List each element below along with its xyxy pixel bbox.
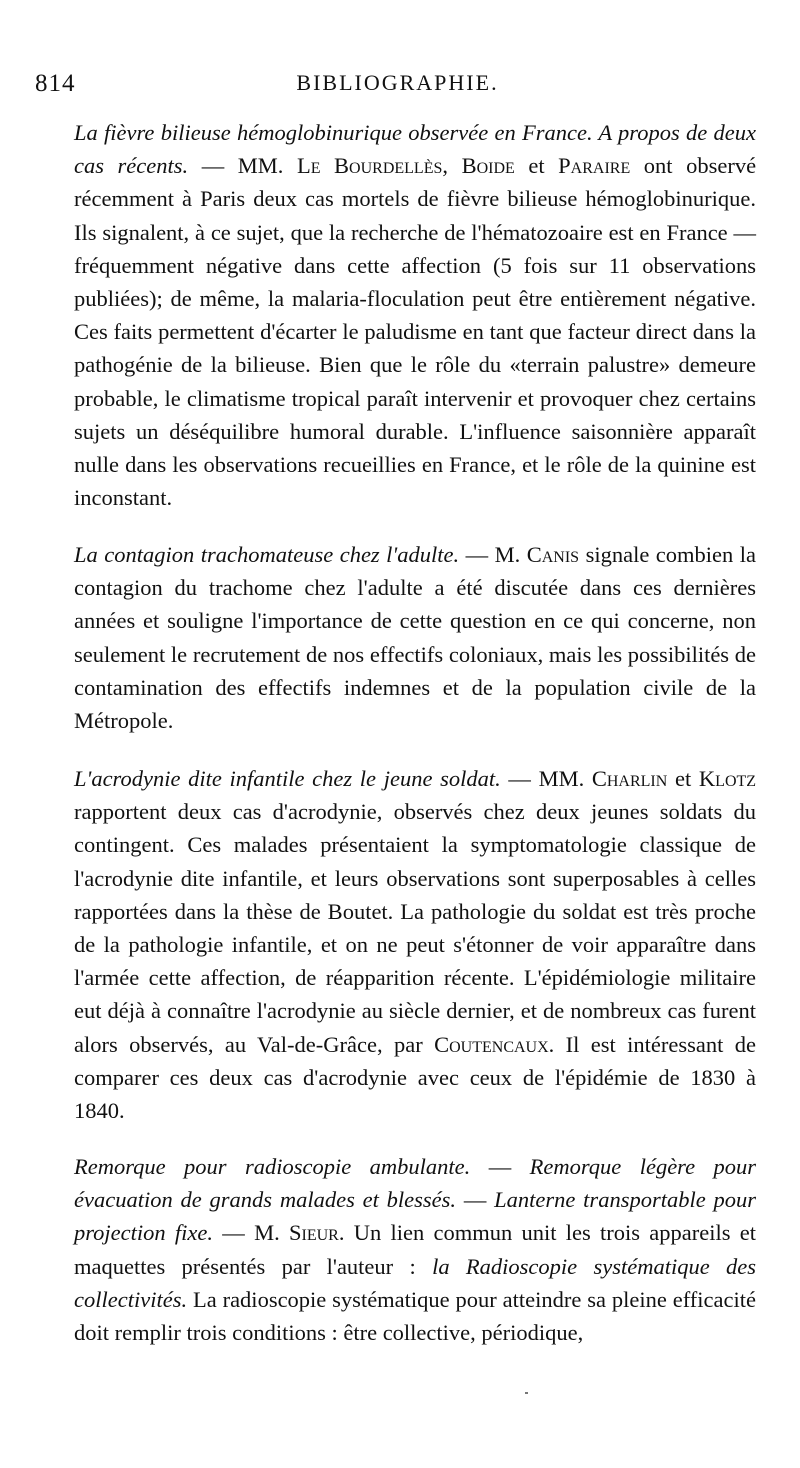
article-title: La fièvre bilieuse hémoglobinurique observée en France. A propos de deux cas récents. <box>74 120 756 179</box>
article-title: L'acrodynie dite infantile chez le jeune soldat. <box>74 766 501 791</box>
page-number: 814 <box>35 70 76 97</box>
running-title: BIBLIOGRAPHIE. <box>296 70 499 95</box>
article-body: . Un lien commun unit les trois appareils et maquettes présentés par l'auteur : <box>74 1220 757 1279</box>
author-name: Sieur <box>288 1220 339 1246</box>
article-body: La radioscopie systématique pour atteindre sa pleine efficacité doit remplir trois conditions : être collective, périodique, <box>74 1286 756 1346</box>
article-acrodynie: L'acrodynie dite infantile chez le jeune soldat. — MM. Charlin et Klotz rapportent deux cas d'acrodynie, observés chez deux jeunes soldats du contingent. Ces malades présentaient la symptomatologie classique de l'acrodynie dite infantile, et leurs observations sont superposables à celles rapportées dans la thèse de Boutet. La pathologie du soldat est très proche de la pathologie infantile, et on ne peut s'étonner de voir apparaître dans l'armée cette affection, de réapparition récente. L'épidémiologie militaire eut déjà à connaître l'acrodynie au siècle dernier, et de nombreux cas furent alors observés, au Val-de-Grâce, par Coutencaux. Il est intéressant de comparer ces deux cas d'acrodynie avec ceux de l'épidémie de 1830 à 1840. <box>74 766 757 1124</box>
article-title: la Radioscopie systématique des collectivités. <box>74 1253 756 1312</box>
article-remorque-radioscopie: Remorque pour radioscopie ambulante. — Remorque légère pour évacuation de grands malades et blessés. — Lanterne transportable pour projection fixe. — M. Sieur. Un lien commun unit les trois appareils et maquettes présentés par l'auteur : la Radioscopie systématique des collectivités. La radioscopie systématique pour atteindre sa pleine efficacité doit remplir trois conditions : être collective, périodique, <box>74 1154 757 1346</box>
authors-prefix: M. <box>254 1220 280 1246</box>
article-fievre-bilieuse: La fièvre bilieuse hémoglobinurique observée en France. A propos de deux cas récents. — MM. Le Bourdellès, Boide et Paraire ont observé récemment à Paris deux cas mortels de fièvre bilieuse hémoglobinurique. Ils signalent, à ce sujet, que la recherche de l'hématozoaire est en France — fréquemment négative dans cette affection (5 fois sur 11 observations publiées); de même, la malaria-floculation peut être entièrement négative. Ces faits permettent d'écarter le paludisme en tant que facteur direct dans la pathogénie de la bilieuse. Bien que le rôle du «terrain palustre» demeure probable, le climatisme tropical paraît intervenir et provoquer chez certains sujets un déséquilibre humoral durable. L'influence saisonnière apparaît nulle dans les observations recueillies en France, et le rôle de la quinine est inconstant. <box>74 120 757 511</box>
author-separator: et <box>675 766 692 791</box>
article-body: rapportent deux cas d'acrodynie, observés chez deux jeunes soldats du contingent. Ces malades présentaient la symptomatologie classique de l'acrodynie dite infantile, et leurs observations sont superposables à celles rapportées dans la thèse de Boutet. La pathologie du soldat est très proche de la pathologie infantile, et on ne peut s'étonner de voir apparaître dans l'armée cette affection, de réapparition récente. L'épidémiologie militaire eut déjà à connaître l'acrodynie au siècle dernier, et de nombreux cas furent alors observés, au Val-de-Grâce, par <box>74 799 756 1057</box>
authors-prefix: M. <box>494 542 521 567</box>
authors-prefix: MM. <box>237 153 284 179</box>
article-body: ont observé récemment à Paris deux cas mortels de fièvre bilieuse hémoglobinurique. Ils signalent, à ce sujet, que la recherche de l'hématozoaire est en France — fréquemment négative dans cette affection (5 fois sur 11 observations publiées); de même, la malaria-floculation peut être entièrement négative. Ces faits permettent d'écarter le paludisme en tant que facteur direct dans la pathogénie de la bilieuse. Bien que le rôle du «terrain palustre» demeure probable, le climatisme tropical paraît intervenir et provoquer chez certains sujets un déséquilibre humoral durable. L'influence saisonnière apparaît nulle dans les observations recueillies en France, et le rôle de la quinine est inconstant. <box>74 153 757 511</box>
article-title: Lanterne transportable pour projection fixe. <box>74 1187 756 1246</box>
article-title: Remorque pour radioscopie ambulante. <box>74 1154 471 1179</box>
page-header <box>35 70 760 110</box>
authors-prefix: MM. <box>538 766 585 791</box>
author-name: Boide <box>461 153 515 179</box>
print-speck <box>525 1392 528 1394</box>
author-name: Charlin <box>591 766 668 791</box>
author-name: Canis <box>526 542 580 567</box>
author-name: Le Bourdellès <box>296 153 443 179</box>
article-body: signale combien la contagion du trachome chez l'adulte a été discutée dans ces dernières années et souligne l'importance de cette question en ce qui concerne, non seulement le recrutement de nos effectifs coloniaux, mais les possibilités de contamination des effectifs indemnes et de la population civile de la Métropole. <box>74 542 757 734</box>
author-name: Klotz <box>698 766 757 791</box>
article-body: . Il est intéressant de comparer ces deux cas d'acrodynie avec ceux de l'épidémie de 1830 à 1840. <box>74 1031 757 1124</box>
article-title: La contagion trachomateuse chez l'adulte. <box>74 542 460 567</box>
article-title: Remorque légère pour évacuation de grands malades et blessés. <box>74 1154 757 1213</box>
author-separator: et <box>528 153 545 179</box>
article-contagion-trachomateuse: La contagion trachomateuse chez l'adulte. — M. Canis signale combien la contagion du trachome chez l'adulte a été discutée dans ces dernières années et souligne l'importance de cette question en ce qui concerne, non seulement le recrutement de nos effectifs coloniaux, mais les possibilités de contamination des effectifs indemnes et de la population civile de la Métropole. <box>74 542 757 734</box>
author-name: Coutencaux <box>434 1031 549 1057</box>
author-name: Paraire <box>558 153 631 179</box>
